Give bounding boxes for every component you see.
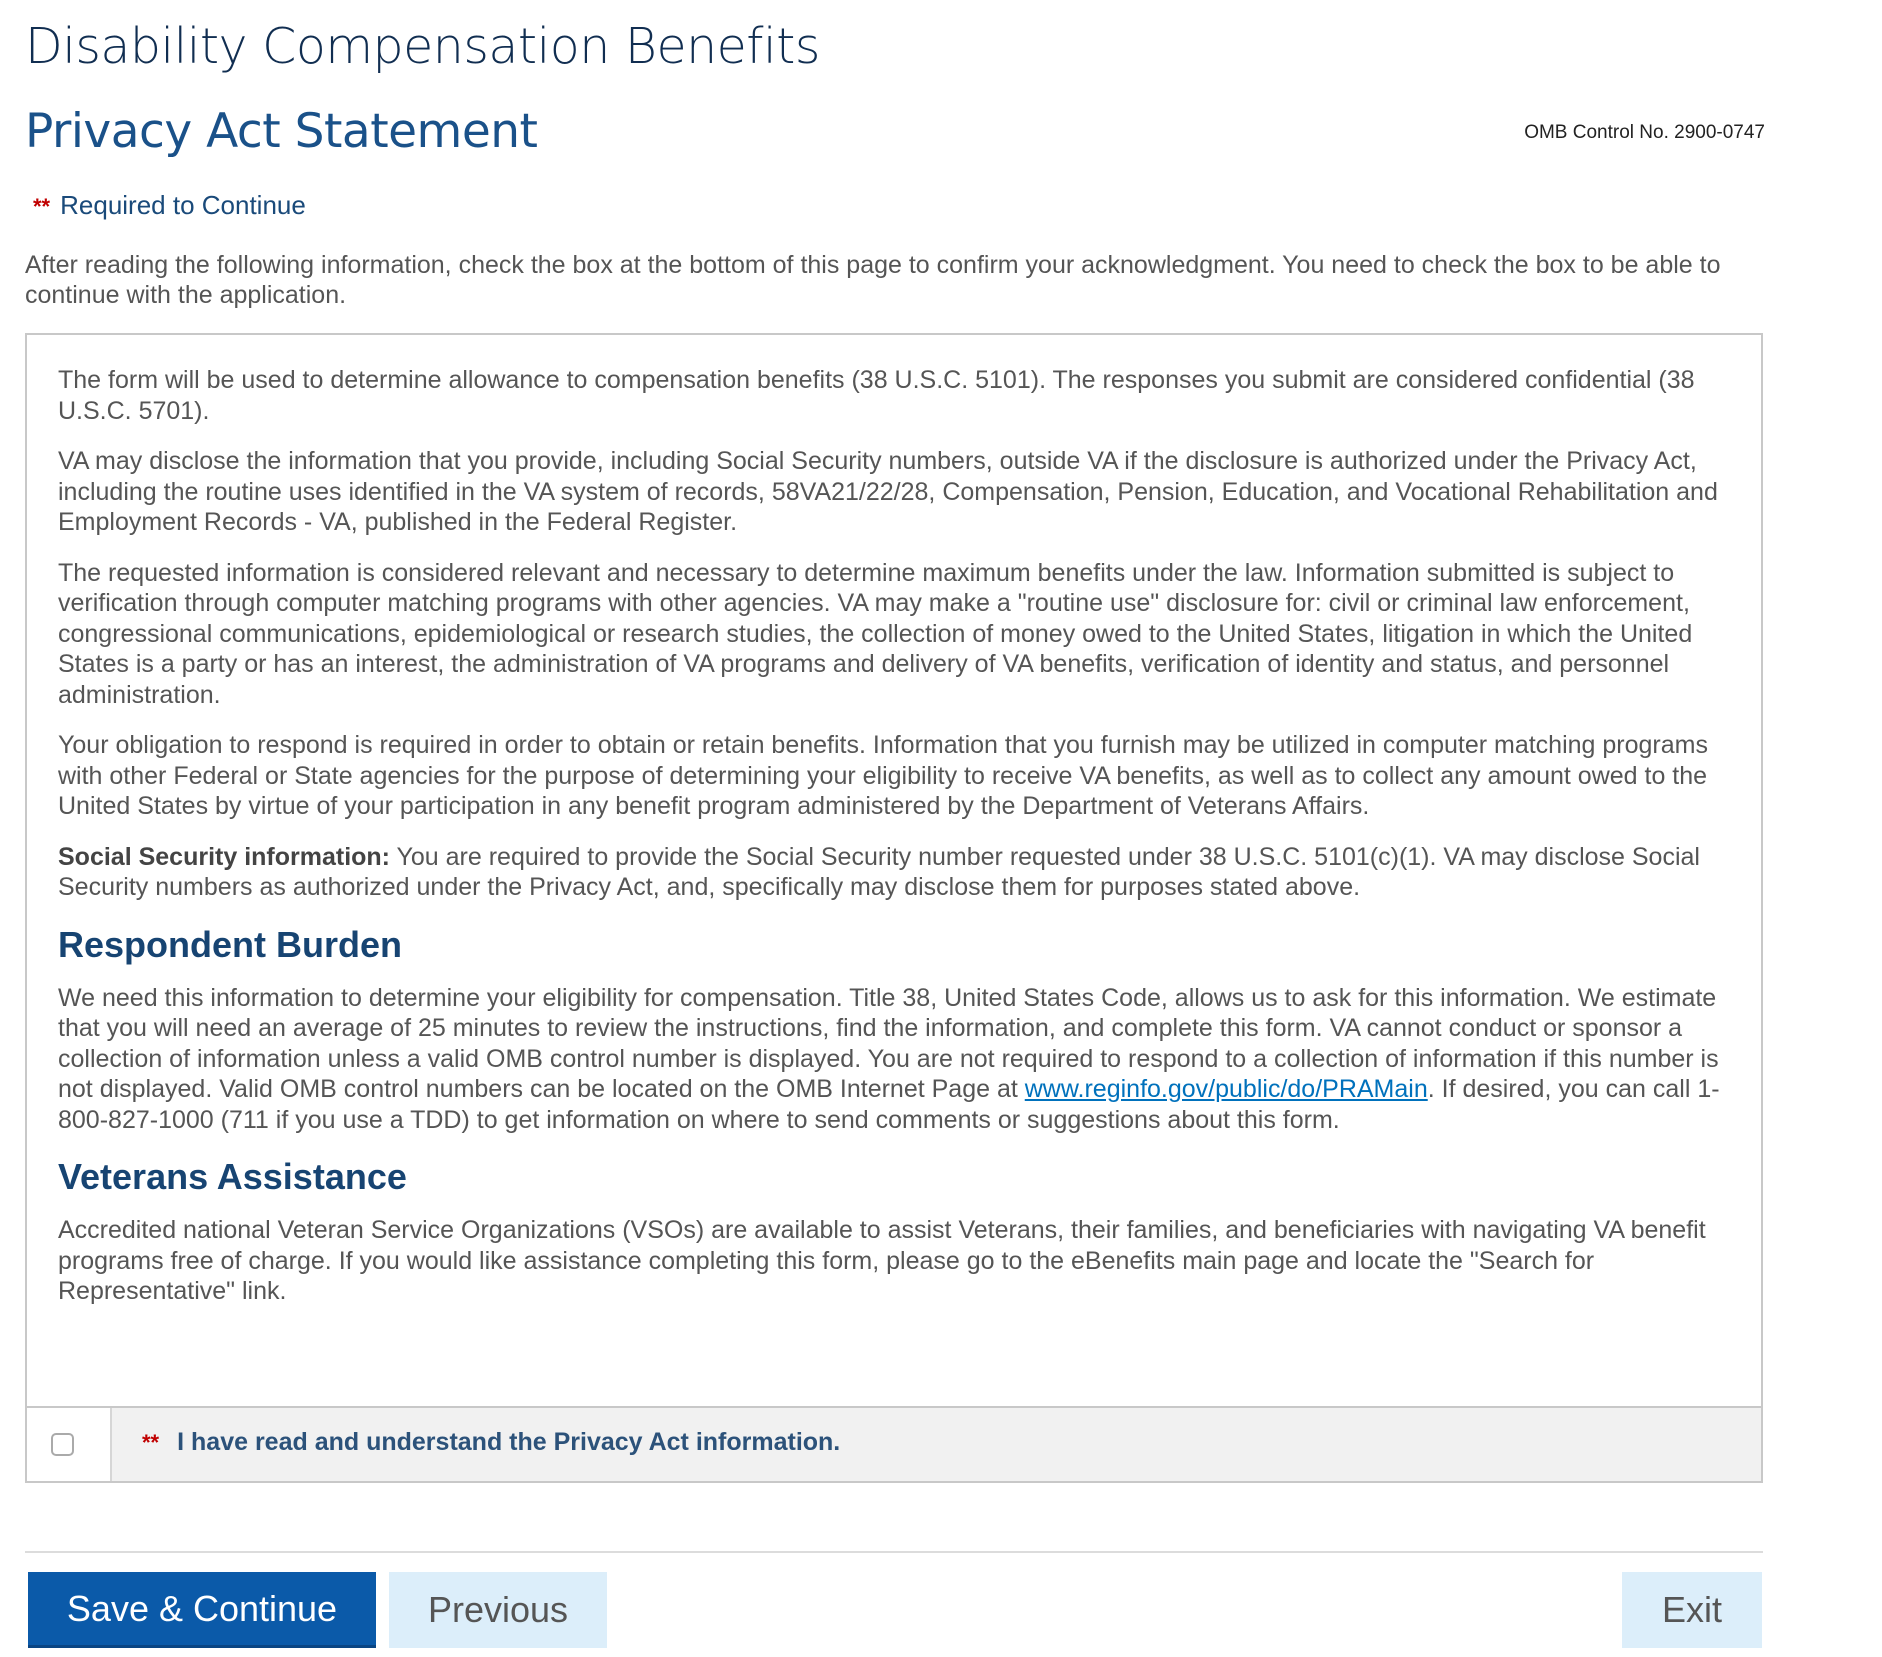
exit-button[interactable]: Exit: [1622, 1572, 1762, 1648]
footer-divider: [25, 1551, 1763, 1553]
statement-paragraph-4: Your obligation to respond is required in order to obtain or retain benefits. Information that you furnish may be utilized in computer matching programs with other Federal or State agencies for the purpose of determining your eligibility to receive VA benefits, as well as to collect any amount owed to the United States by virtue of your participation in any benefit program administered by the Department of Veterans Affairs.: [58, 731, 1708, 820]
statement-paragraph-2: VA may disclose the information that you provide, including Social Security numbers, outside VA if the disclosure is authorized under the Privacy Act, including the routine uses identified in the VA system of records, 58VA21/22/28, Compensation, Pension, Education, and Vocational Rehabilitation and Employment Records - VA, published in the Federal Register.: [58, 447, 1718, 536]
pra-main-link[interactable]: www.reginfo.gov/public/do/PRAMain: [1024, 1075, 1428, 1103]
acknowledgment-checkbox-cell[interactable]: [27, 1408, 112, 1481]
respondent-burden-heading: Respondent Burden: [58, 923, 403, 965]
statement-paragraph-3: The requested information is considered relevant and necessary to determine maximum benefits under the law. Information submitted is subject to verification through computer matching programs with other agencies. VA may make a "routine use" disclosure for: civil or criminal law enforcement, congressional communications, epidemiological or research studies, the collection of money owed to the United States, litigation in which the United States is a party or has an interest, the administration of VA programs and delivery of VA benefits, verification of identity and status, and personnel administration.: [58, 558, 1693, 709]
privacy-statement-panel: [25, 333, 1763, 1483]
respondent-burden-paragraph: [58, 983, 1738, 1136]
required-asterisks: **: [33, 194, 51, 219]
burden-text-2: . If desired, you can call 1-800-827-1000 (711 if you use a TDD) to get information on where to send comments or suggestions about this form.: [58, 1075, 1720, 1134]
acknowledgment-required-asterisks: **: [142, 1430, 160, 1455]
page-title: Privacy Act Statement: [25, 104, 538, 159]
required-note: [33, 190, 306, 221]
acknowledgment-label[interactable]: [142, 1428, 840, 1457]
veterans-assistance-paragraph: Accredited national Veteran Service Organizations (VSOs) are available to assist Veterans, their families, and beneficiaries with navigating VA benefit programs free of charge. If you would like assistance completing this form, please go to the eBenefits main page and locate the "Search for Representative" link.: [58, 1216, 1706, 1305]
ssn-text: You are required to provide the Social Security number requested under 38 U.S.C. 5101(c)(1). VA may disclose Social Security numbers as authorized under the Privacy Act, and, specifically may disclose them for purposes stated above.: [58, 842, 1700, 901]
burden-text-1: We need this information to determine your eligibility for compensation. Title 38, United States Code, allows us to ask for this information. We estimate that you will need an average of 25 minutes to review the instructions, find the information, and complete this form. VA cannot conduct or sponsor a collection of information unless a valid OMB control number is displayed. You are not required to respond to a collection of information if this number is not displayed. Valid OMB control numbers can be located on the OMB Internet Page at: [58, 983, 1719, 1103]
ssn-paragraph: [58, 842, 1738, 903]
app-title: Disability Compensation Benefits: [25, 18, 820, 75]
privacy-statement-body: [58, 365, 1738, 1327]
veterans-assistance-heading: Veterans Assistance: [58, 1156, 407, 1197]
acknowledgment-text: I have read and understand the Privacy Act information.: [177, 1428, 841, 1456]
ssn-label: Social Security information:: [58, 842, 391, 871]
intro-text: After reading the following information, check the box at the bottom of this page to confirm your acknowledgment. You need to check the box to be able to continue with the application.: [25, 251, 1721, 309]
omb-control-number: OMB Control No. 2900-0747: [1524, 122, 1765, 143]
statement-paragraph-1: The form will be used to determine allowance to compensation benefits (38 U.S.C. 5101). The responses you submit are considered confidential (38 U.S.C. 5701).: [58, 366, 1695, 425]
acknowledgment-row[interactable]: [27, 1406, 1761, 1481]
save-continue-button[interactable]: Save & Continue: [28, 1572, 376, 1648]
previous-button[interactable]: Previous: [389, 1572, 607, 1648]
required-text: Required to Continue: [60, 190, 306, 220]
acknowledgment-checkbox[interactable]: [51, 1433, 74, 1456]
